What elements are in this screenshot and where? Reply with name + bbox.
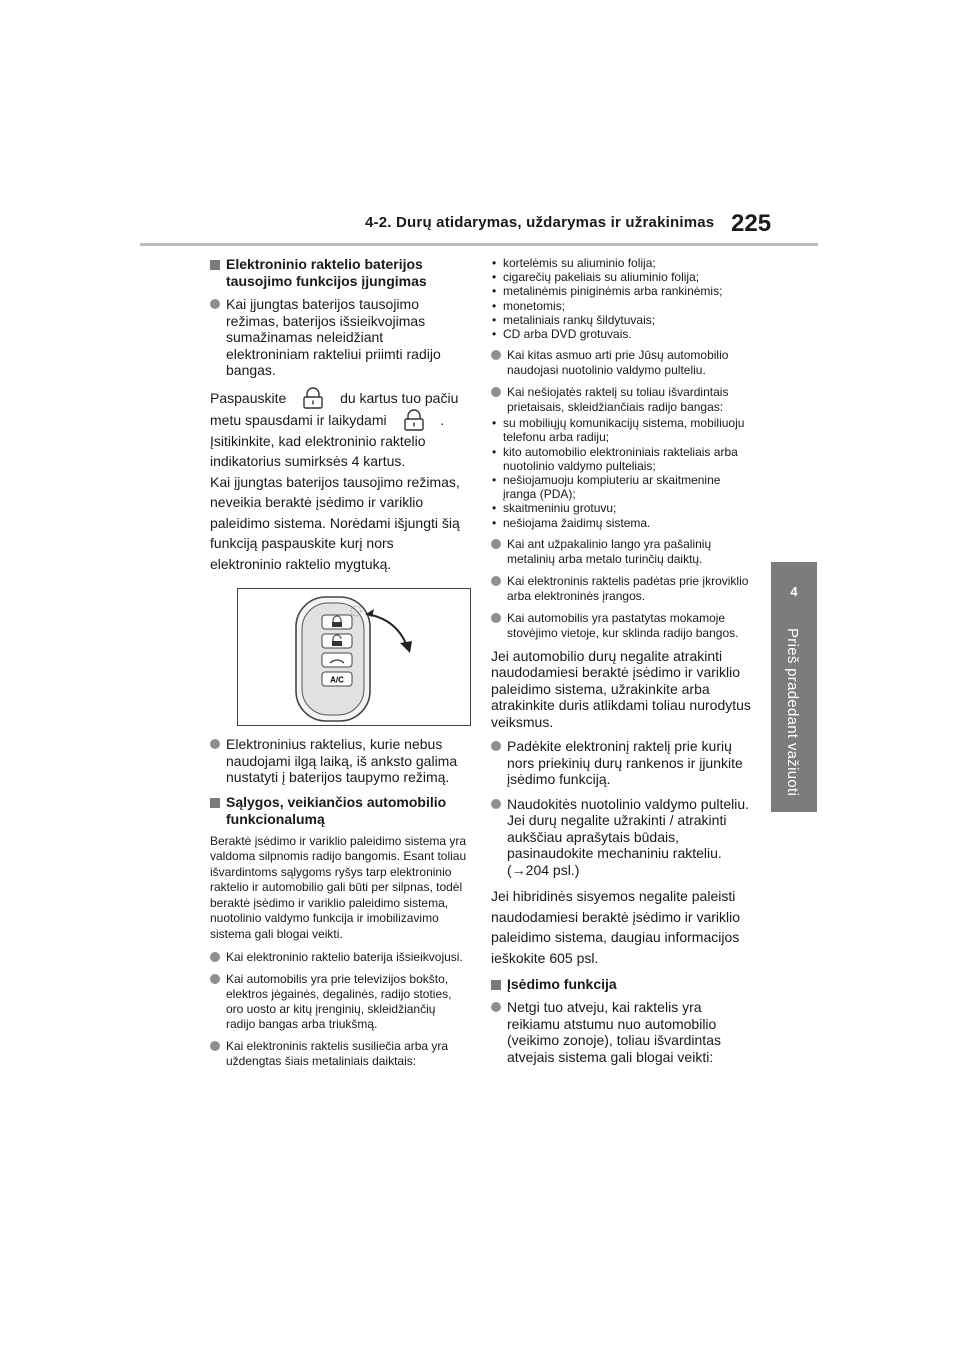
section-heading: Elektroninio raktelio baterijos tausojimo funkcijos įjungimas — [210, 256, 468, 290]
metal-items-list — [491, 256, 755, 341]
lock-icon — [296, 387, 330, 409]
bullet-item: Naudokitės nuotolinio valdymo pulteliu. Jei durų negalite užrakinti / atrakinti aukščiau aprašytais būdais, pasinaudokite mechaniniu rakteliu. (→204 psl.) — [491, 796, 755, 879]
round-bullet-icon — [491, 350, 501, 360]
body-paragraph: Jei automobilio durų negalite atrakinti naudodamiesi beraktė įsėdimo ir variklio paleidimo sistema, užrakinkite arba atrakinkite duris atlikdami toliau nurodytus veiksmus. — [491, 647, 751, 730]
round-bullet-icon — [491, 539, 501, 549]
bullet-item: Kai kitas asmuo arti prie Jūsų automobilio naudojasi nuotolinio valdymo pulteliu. — [491, 348, 755, 378]
round-bullet-icon — [210, 739, 220, 749]
lock-icon — [397, 409, 431, 431]
square-bullet-icon — [210, 798, 220, 808]
bullet-item: Kai ant užpakalinio lango yra pašalinių metalinių arba metalo turinčių daiktų. — [491, 537, 755, 567]
round-bullet-icon — [210, 952, 220, 962]
header-rule — [140, 243, 818, 246]
chapter-label: Prieš pradedant važiuoti — [784, 628, 801, 797]
round-bullet-icon — [491, 387, 501, 397]
list-item: • kito automobilio elektroniniais rakteliais arba nuotolinio valdymo pulteliais; — [491, 445, 755, 473]
section-heading: Įsėdimo funkcija — [491, 976, 755, 993]
bullet-item: Kai nešiojatės raktelį su toliau išvardintais prietaisais, skleidžiančiais radijo bangas: — [491, 385, 755, 415]
small-paragraph: Beraktė įsėdimo ir variklio paleidimo sistema yra valdoma silpnomis radijo bangomis. Esant toliau išvardintoms sąlygoms ryšys tarp elektroninio raktelio ir automobilio gali būti per silpnas, todėl beraktė įsėdimo ir variklio paleidimo sistema, nuotolinio valdymo funkcija ir imobilizavimo sistema gali blogai veikti. — [210, 833, 467, 941]
bullet-item: Netgi tuo atveju, kai raktelis yra reikiamu atstumu nuo automobilio (veikimo zonoje), toliau išvardintas atvejais sistema gali blogai veikti: — [491, 999, 755, 1065]
bullet-item: Elektroninius raktelius, kurie nebus naudojami ilgą laiką, iš anksto galima nustatyti į baterijos taupymo režimą. — [210, 736, 468, 786]
body-paragraph: Kai įjungtas baterijos tausojimo režimas, neveikia beraktė įsėdimo ir variklio paleidimo sistema. Norėdami išjungti šią funkciją paspauskite kurį nors elektroninio raktelio mygtuką. — [210, 473, 460, 572]
left-column — [210, 256, 468, 1076]
header-title: 4-2. Durų atidarymas, uždarymas ir užrakinimas — [365, 214, 715, 231]
figure-ac-label: A/C — [330, 675, 344, 685]
list-item: • metaliniais rankų šildytuvais; — [491, 313, 755, 327]
bullet-item: Kai automobilis yra pastatytas mokamoje stovėjimo vietoje, kur sklinda radijo bangos. — [491, 611, 755, 641]
right-column — [491, 256, 755, 1073]
page-number: 225 — [731, 210, 772, 237]
bullet-item: Kai elektroninio raktelio baterija išsieikvojusi. — [210, 950, 468, 965]
list-item: • kortelėmis su aliuminio folija; — [491, 256, 755, 270]
square-bullet-icon — [210, 260, 220, 270]
body-paragraph: Jei hibridinės sisyemos negalite paleisti naudodamiesi beraktė įsėdimo ir variklio paleidimo sistema, daugiau informacijos ieškokite 605 psl. — [491, 888, 741, 966]
list-item: • CD arba DVD grotuvais. — [491, 327, 755, 341]
bullet-item: Kai įjungtas baterijos tausojimo režimas, baterijos išsieikvojimas sumažinamas neleidžiant elektroniniam rakteliui priimti radijo bangas. — [210, 296, 468, 379]
list-item: • monetomis; — [491, 299, 755, 313]
key-fob-figure — [237, 588, 471, 726]
round-bullet-icon — [491, 741, 501, 751]
round-bullet-icon — [210, 1041, 220, 1051]
round-bullet-icon — [210, 974, 220, 984]
list-item: • nešiojamuoju kompiuteriu ar skaitmenine įranga (PDA); — [491, 473, 755, 501]
list-item: • metalinėmis piniginėmis arba rankinėmis; — [491, 284, 755, 298]
chapter-number: 4 — [790, 584, 798, 599]
square-bullet-icon — [491, 980, 501, 990]
round-bullet-icon — [210, 299, 220, 309]
round-bullet-icon — [491, 613, 501, 623]
round-bullet-icon — [491, 799, 501, 809]
section-heading: Sąlygos, veikiančios automobilio funkcionalumą — [210, 794, 468, 828]
device-list — [491, 416, 755, 530]
list-item: • su mobiliųjų komunikacijų sistema, mobiliuoju telefonu arba radiju; — [491, 416, 755, 444]
bullet-item: Kai automobilis yra prie televizijos bokšto, elektros jėgainės, degalinės, radijo stoties, oro uosto ar kitų įrenginių, skleidžiančių radijo bangas arba triukšmą. — [210, 972, 468, 1032]
round-bullet-icon — [491, 576, 501, 586]
list-item: • skaitmeniniu grotuvu; — [491, 501, 755, 515]
instruction-paragraph: Paspauskite du kartus tuo pačiu metu spausdami ir laikydami . Įsitikinkite, kad elektroninio raktelio indikatorius sumirksės 4 kartus. — [210, 387, 468, 472]
list-item: • nešiojama žaidimų sistema. — [491, 516, 755, 530]
list-item: • cigarečių pakeliais su aliuminio folija; — [491, 270, 755, 284]
key-fob-illustration — [238, 589, 470, 725]
bullet-item: Kai elektroninis raktelis padėtas prie įkroviklio arba elektroninės įrangos. — [491, 574, 755, 604]
round-bullet-icon — [491, 1002, 501, 1012]
bullet-item: Kai elektroninis raktelis susiliečia arba yra uždengtas šiais metaliniais daiktais: — [210, 1039, 468, 1069]
bullet-item: Padėkite elektroninį raktelį prie kurių nors priekinių durų rankenos ir įjunkite įsėdimo funkciją. — [491, 738, 755, 788]
